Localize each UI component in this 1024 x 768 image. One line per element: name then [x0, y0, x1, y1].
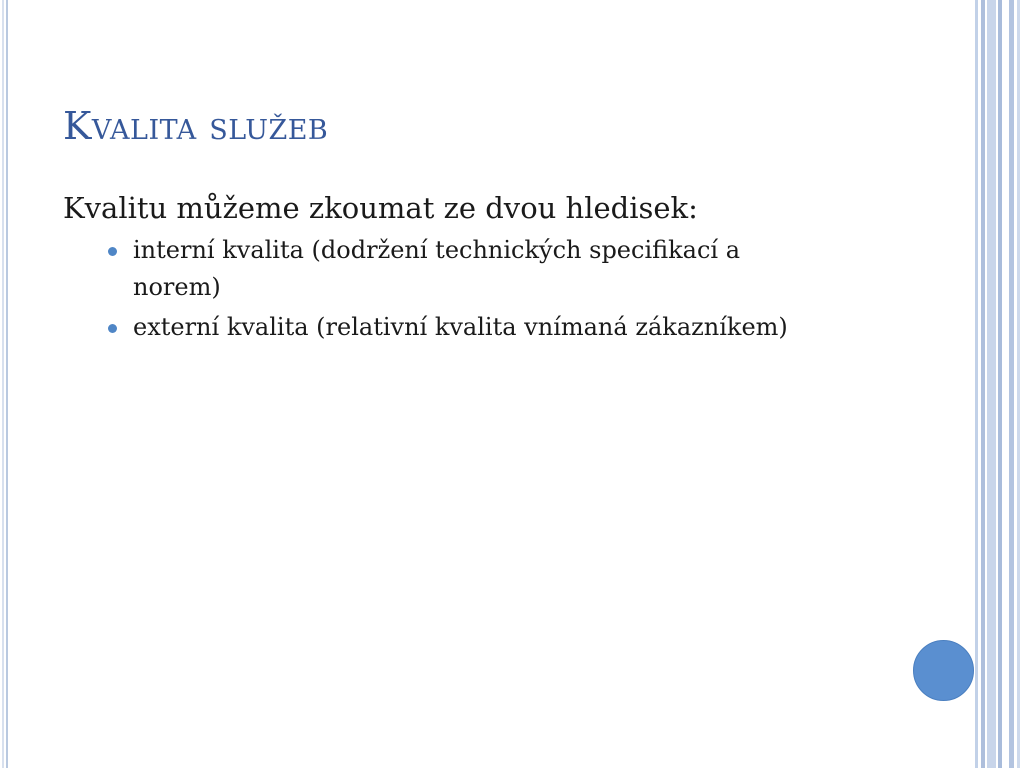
- stripe: [998, 0, 1002, 768]
- list-item: [63, 232, 893, 306]
- list-item: [63, 309, 893, 346]
- stripe: [975, 0, 978, 768]
- bullet-dot-icon: [108, 247, 117, 256]
- slide-title: Kvalita služeb: [63, 104, 329, 148]
- lead-text: Kvalitu můžeme zkoumat ze dvou hledisek:: [63, 191, 698, 225]
- right-stripes-decoration: [975, 0, 1024, 768]
- stripe: [1017, 0, 1020, 768]
- bullet-text: externí kvalita (relativní kvalita vnímaná zákazníkem): [133, 313, 788, 341]
- left-border-decoration: [0, 0, 8, 768]
- stripe: [987, 0, 996, 768]
- circle-decoration-icon: [913, 640, 974, 701]
- stripe: [1009, 0, 1014, 768]
- slide-content: [63, 188, 893, 349]
- stripe: [1005, 0, 1007, 768]
- bullet-dot-icon: [108, 324, 117, 333]
- bullet-text: interní kvalita (dodržení technických specifikací a norem): [133, 236, 741, 301]
- stripe: [981, 0, 985, 768]
- bullet-list: [63, 232, 893, 346]
